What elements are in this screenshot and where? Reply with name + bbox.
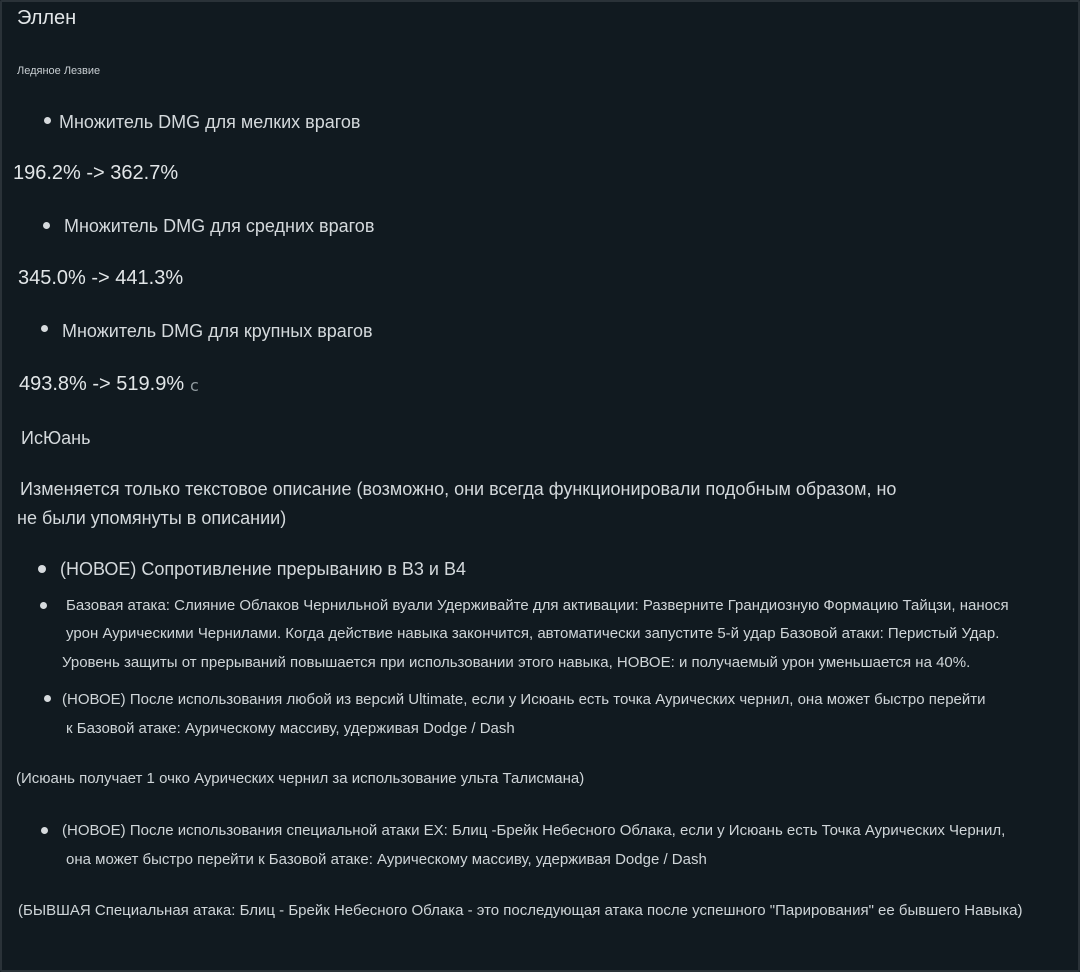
bullet-new-interrupt-resistance: (НОВОЕ) Сопротивление прерыванию в B3 и B4 — [60, 559, 466, 579]
intro-line-2: не были упомянуты в описании) — [17, 508, 287, 528]
skill-name-ellen: Ледяное Лезвие — [17, 65, 101, 77]
bullet-ultimate-line-2: к Базовой атаке: Аурическому массиву, удерживая Dodge / Dash — [66, 720, 515, 737]
bullet-ex-special-line-1: (НОВОЕ) После использования специальной атаки EX: Блиц -Брейк Небесного Облака, если у Исюань есть Точка Аурических Чернил, — [62, 822, 1006, 839]
bullet-icon — [41, 827, 48, 834]
bullet-icon — [44, 695, 51, 702]
stat-label-large-enemies: Множитель DMG для крупных врагов — [62, 321, 373, 341]
note-talisman: (Исюань получает 1 очко Аурических чернил за использование ульта Талисмана) — [16, 770, 585, 787]
character-name-ellen: Эллен — [17, 7, 77, 29]
bullet-basic-attack-line-3: Уровень защиты от прерываний повышается при использовании этого навыка, НОВОЕ: и получаемый урон уменьшается на 40%. — [62, 654, 971, 671]
bullet-icon — [40, 602, 47, 609]
bullet-icon — [38, 565, 46, 573]
stat-value-small-enemies: 196.2% -> 362.7% — [13, 162, 179, 184]
stat-value-large-enemies: 493.8% -> 519.9% — [19, 373, 185, 395]
bullet-basic-attack-line-1: Базовая атака: Слияние Облаков Чернильной вуали Удерживайте для активации: Разверните Грандиозную Формацию Тайцзи, нанося — [66, 597, 1009, 614]
stat-value-medium-enemies: 345.0% -> 441.3% — [18, 267, 184, 289]
intro-line-1: Изменяется только текстовое описание (возможно, они всегда функционировали подобным образом, но — [20, 479, 897, 499]
bullet-ultimate-line-1: (НОВОЕ) После использования любой из версий Ultimate, если у Исюань есть точка Аурических чернил, она может быстро перейти — [62, 691, 986, 708]
stat-label-small-enemies: Множитель DMG для мелких врагов — [59, 112, 361, 132]
bullet-icon — [41, 325, 48, 332]
stat-label-medium-enemies: Множитель DMG для средних врагов — [64, 216, 375, 236]
note-former-special: (БЫВШАЯ Специальная атака: Блиц - Брейк Небесного Облака - это последующая атака после успешного "Парирования" ее бывшего Навыка) — [18, 902, 1023, 919]
bullet-ex-special-line-2: она может быстро перейти к Базовой атаке: Аурическому массиву, удерживая Dodge / Dash — [66, 851, 707, 868]
bullet-basic-attack-line-2: урон Аурическими Чернилами. Когда действие навыка закончится, автоматически запустите 5-й удар Базовой атаки: Перистый Удар. — [66, 625, 1000, 642]
scan-artifact-icon: ⅽ — [190, 378, 199, 395]
character-name-yixuan: ИсЮань — [21, 428, 91, 448]
bullet-icon — [43, 222, 50, 229]
bullet-icon — [44, 117, 51, 124]
